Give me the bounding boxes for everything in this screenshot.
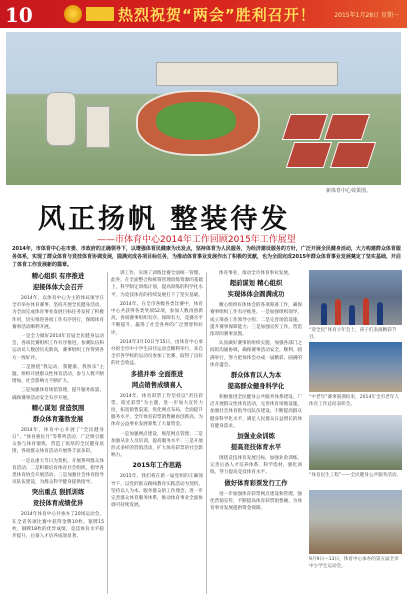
body-paragraph: 2014年，在全市各级各类比赛中，体育中心共获得各类奖项52项，参加人数再创新高，各项赛事组织有序、保障有力，竞赛水平不断提升，赢得了社会各界的广泛赞誉和好评。 <box>111 301 203 336</box>
column-divider <box>107 272 108 594</box>
issue-date: 2015年1月28日 星期一 <box>334 12 399 19</box>
section-heading: 超前谋划 精心组织 <box>229 280 283 288</box>
section-heading: 群众体育以人为本 <box>230 372 282 380</box>
section-heading: 迎接体体大会召开 <box>32 284 84 291</box>
red-flag-icon-2 <box>100 7 114 21</box>
body-paragraph: 2014年，以体育中心为主的体局领导在全市举办体育赛事，坚持开展全民健身活动，为全面完成体育事业发展目标任务发挥了积极作用，切实推进各项工作有序进行，保障体育赛事活动顺利开展。 <box>12 296 104 330</box>
body-paragraph: 三是加强体育场馆管理，提升服务质量，确保赛事活动安全有序开展。 <box>12 388 104 401</box>
national-emblem-icon <box>64 5 82 23</box>
section-heading: 群众体育蓬勃发展 <box>32 415 84 423</box>
photo-caption: 新体育中心效果图。 <box>326 188 372 194</box>
section-heading: 实现体体会圆满成功 <box>227 291 285 299</box>
body-paragraph: 2014年，体育中心开展了“全民健身日”、“体育惠民月”等系列活动，广泛吸引群众参与体育锻炼，营造了浓厚的全民健身氛围，各项群众体育活动开展得丰富多彩。 <box>12 427 104 455</box>
person-figure <box>349 305 355 325</box>
body-paragraph: 2015年，我们将在新一届党组的正确领导下，以党的群众路线教育实践活动为契机，坚持以人为本、服务群众的工作理念，进一步完善群众体育服务体系，推动体育事业全面协调可持续发展。 <box>111 474 203 509</box>
body-paragraph: 2014年，体育彩票工作坚持以“责任彩票、阳光彩票”为主题，进一步加大宣传力度，拓宽销售渠道，优化网点布局，全面提升服务水平，全年体育彩票销售额再创新高，为体育公益事业发展筹集了大量资金。 <box>111 393 203 428</box>
section-heading: 做好体育彩票发行工作 <box>224 479 288 487</box>
section-heading: 2015年工作思路 <box>132 462 182 470</box>
section-heading: 提高竞技体育水平 <box>230 444 282 452</box>
text-column-3 <box>210 270 302 596</box>
body-paragraph: 一是全力做好2014年首届全民健身运动会，各项比赛组织工作有序推进，参赛队伍和运动员人数创历史新高，赛事组织工作得到各方一致好评。 <box>12 334 104 361</box>
person-figure <box>377 302 383 325</box>
body-paragraph: 一是以重大节日为契机，开展系列群众体育活动；二是积极培育体育社会组织，指导各类体育协会开展活动；三是加强社会体育指导员队伍建设，为群众科学健身提供指导。 <box>12 458 104 486</box>
section-heading: 加强业余训练 <box>237 433 275 441</box>
gymnasium-building <box>46 92 76 146</box>
football-field <box>156 102 236 140</box>
article-lead: 2014年，市体育中心在市委、市政府的正确领导下，以增强体育民健康为出发点，坚持体育为人民服务，为经济建设服务的方针，广泛开展全民健身活动，大力构建群众体育服务体系，实现了群众体育与竞技体育协调发展，圆满完成各项目标任务，为推动体育事业发展作出了积极的贡献，也为全面完成2015年群众体育事业发展奠定了坚实基础，开启了体育工作发展新的篇章。 <box>12 246 401 268</box>
arena-building <box>86 106 110 148</box>
section-heading: 突出重点 狠抓训练 <box>31 489 85 497</box>
tennis-court-2 <box>324 114 370 140</box>
stadium-building <box>156 62 338 86</box>
side-caption-3: “体育民生工程”——全民健身公共服务活动。 <box>309 473 402 478</box>
person-figure <box>363 298 369 325</box>
person-figure <box>335 299 341 325</box>
tennis-court-4 <box>330 142 376 168</box>
kids-performance-photo <box>309 270 402 325</box>
article-title: 风正扬帆 整装待发 <box>38 204 291 235</box>
body-paragraph: 2014年体育中心共承办了20场运动会，在全省各项比赛中获得金牌10枚、银牌15枚、铜牌18枚的优异成绩，竞技体育水平稳步提升，后备人才培养成效显著。 <box>12 512 104 540</box>
side-caption-1: “迎全民”体育小年会上，孩子们表演精彩节目。 <box>309 328 397 340</box>
stadium-rendering-photo <box>6 32 401 185</box>
header-banner <box>0 0 407 28</box>
section-heading: 网点销售成绩喜人 <box>131 381 183 389</box>
side-caption-2: “中老年”赛事圆满结束，2014年全市老年人体育工作总结表彰会。 <box>309 395 399 407</box>
side-caption-4: 9月9日—13日，体育中心承办的第五届全市中小学生运动会。 <box>309 557 399 569</box>
body-paragraph: 进一步加强体育彩票网点建设和管理，强化营销宣传，不断提高体育彩票销售额，为体育事业发展提供资金保障。 <box>210 491 302 512</box>
tennis-court-3 <box>286 142 332 168</box>
article-subtitle: ——市体育中心2014年工作回顾2015年工作展望 <box>97 235 296 245</box>
text-column-1 <box>12 270 104 596</box>
section-heading: 精心谋划 营造氛围 <box>31 404 85 412</box>
section-heading: 提高群众健身科学化 <box>227 383 285 391</box>
tennis-court <box>282 114 328 140</box>
section-heading: 精心组织 有序推进 <box>31 273 85 280</box>
body-paragraph: 围绕竞技体育发展目标，加强业余训练，完善后备人才培养体系，科学选材，强化训练，努力提高竞技体育水平。 <box>210 456 302 476</box>
section-heading: 多措并举 全面推进 <box>130 370 184 378</box>
section-heading: 竞技体育成绩优异 <box>32 500 84 508</box>
award-ceremony-photo <box>309 342 402 392</box>
body-paragraph: 体育事业，推动全市体育事业发展。 <box>219 271 293 276</box>
person-figure <box>321 303 327 325</box>
red-flag-icon <box>86 7 100 21</box>
column-divider-2 <box>206 272 207 594</box>
text-column-2 <box>111 270 203 596</box>
student-games-photo <box>309 490 402 554</box>
body-paragraph: 二是围绕“我运动、我健康、我快乐”主题，组织开展群众性体育活动，参与人数不断增加，社会影响力不断扩大。 <box>12 364 104 385</box>
body-paragraph: 精心组织好体体会的各项筹备工作，确保赛事组织工作有序推进。一是加强组织领导，成立筹备工作领导小组；二是完善场馆设施，提升赛事保障能力；三是加强宣传工作，营造浓厚的赛事氛围。 <box>210 303 302 338</box>
page-number: 10 <box>5 3 33 27</box>
fitness-event-photo <box>309 415 402 470</box>
body-paragraph: 认真做好赛事的组织实施，加强各部门之间的沟通协调，确保赛事活动安全、顺利、圆满举行，努力把体体会办成一届精彩、圆满的体育盛会。 <box>210 341 302 368</box>
body-paragraph: 2014年3月10日至15日，由体育中心承办的全市中小学生田径运动会顺利举行，来自全市各学校的运动员参加了比赛，取得了良好的社会效益。 <box>111 339 203 367</box>
banner-headline: 热烈祝贺“两会”胜利召开！ <box>118 6 316 24</box>
body-paragraph: 训工作，实现了训练比赛全面统一管理。此外，在全面整合和统筹管理训练资源的基础上，科学制定训练计划，提高训练的科学化水平，为竞技体育的持续发展打下了坚实基础。 <box>111 271 203 298</box>
body-paragraph: 一是加强网点建设，规范网点管理；二是加强从业人员培训，提高服务水平；三是开展形式多样的营销活动，扩大体育彩票的社会影响力。 <box>111 431 203 459</box>
body-paragraph: 积极推进全民健身公共服务体系建设，广泛开展群众性体育活动，完善体育场地设施，加强社会体育指导员队伍建设，不断提高群众健身科学化水平，满足人民群众日益增长的体育健身需求。 <box>210 395 302 429</box>
